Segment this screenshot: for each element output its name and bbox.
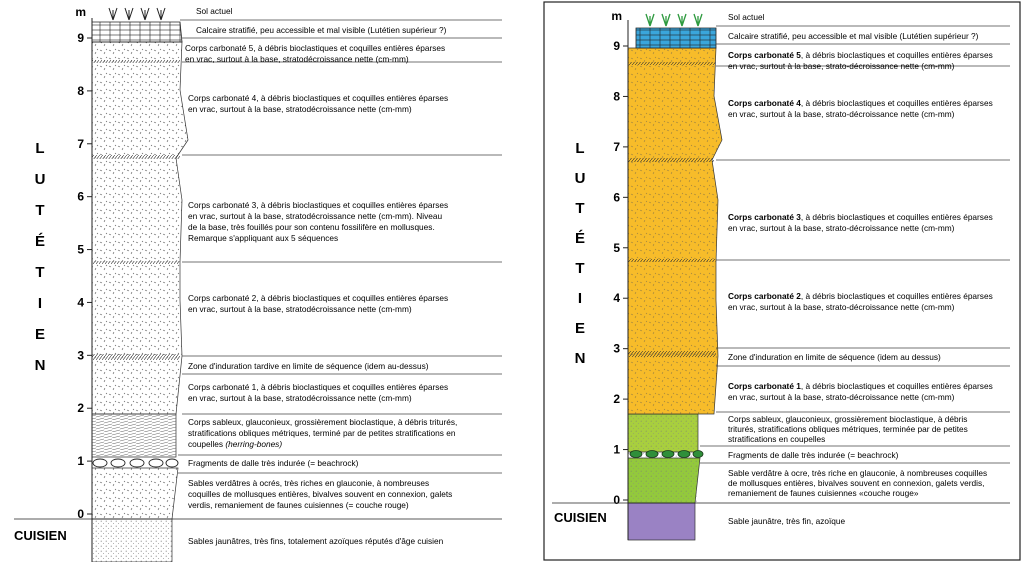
left-boundary-c4 bbox=[92, 155, 180, 159]
right-boundary-c5 bbox=[628, 62, 716, 65]
right-stage-letter: L bbox=[575, 140, 585, 157]
left-tick-label: 5 bbox=[77, 242, 84, 257]
left-tick-label: 8 bbox=[77, 83, 84, 98]
right-tick-label: 4 bbox=[613, 291, 620, 306]
right-descriptions bbox=[728, 12, 995, 526]
left-desc-sableux: Corps sableux, glauconieux, grossièrement bioclastique, à débris triturés, stratifications obliques métriques, terminé par de petites stratifications en coupelles (herring-bones) bbox=[188, 417, 458, 449]
right-desc-calcaire: Calcaire stratifié, peu accessible et mal visible (Lutétien supérieur ?) bbox=[728, 31, 979, 41]
right-stage-letter: N bbox=[574, 350, 586, 367]
right-desc-c3: Corps carbonaté 3, à débris bioclastiques et coquilles entières éparses en vrac, surtout à la base, strato-décroissance nette (cm-mm) bbox=[728, 212, 993, 233]
left-desc-c1: Corps carbonaté 1, à débris bioclastiques et coquilles entières éparses en vrac, surtout à la base, stratodécroissance nette (cm-mm) bbox=[188, 382, 449, 403]
right-stage-letter: U bbox=[574, 170, 586, 187]
left-boundary-c5 bbox=[92, 60, 180, 63]
right-tick-label: 5 bbox=[613, 240, 620, 255]
right-axis-unit: m bbox=[611, 9, 622, 23]
left-sables-layer bbox=[92, 468, 178, 519]
left-stage-letter: T bbox=[35, 264, 45, 281]
right-tick-label: 3 bbox=[613, 341, 620, 356]
right-cuisien-label: CUISIEN bbox=[554, 510, 607, 525]
left-descriptions bbox=[185, 6, 460, 546]
left-axis-ticks bbox=[77, 31, 92, 521]
right-stage-letter: E bbox=[574, 320, 586, 337]
left-stage-letter: É bbox=[34, 233, 46, 250]
left-axis-unit: m bbox=[75, 5, 86, 19]
right-desc-c2: Corps carbonaté 2, à débris bioclastiques et coquilles entières éparses en vrac, surtout à la base, strato-décroissance nette (cm-mm) bbox=[728, 291, 993, 312]
left-desc-sables: Sables verdâtres à ocrés, très riches en glauconie, à nombreuses coquilles de mollusques entières, bivalves souvent en connexion, galets verdis, remaniement de faunes cuisiennes (= couche rouge) bbox=[188, 478, 453, 510]
left-stage-letter: N bbox=[34, 357, 46, 374]
left-desc-c5: Corps carbonaté 5, à débris bioclastiques et coquilles entières éparses en vrac, surtout à la base, stratodécroissance nette (cm-mm) bbox=[185, 43, 446, 64]
right-desc-sableux: Corps sableux, glauconieux, grossièrement bioclastique, à débris triturés, stratifications obliques métriques, terminée par de petites stratifications en coupelles bbox=[728, 414, 968, 444]
left-calcaire-layer bbox=[92, 22, 182, 42]
right-stage-letter: I bbox=[577, 290, 583, 307]
right-axis bbox=[611, 9, 628, 540]
left-tick-label: 3 bbox=[77, 348, 84, 363]
right-tick-label: 8 bbox=[613, 89, 620, 104]
left-vegetation bbox=[109, 8, 165, 20]
left-panel bbox=[14, 5, 502, 562]
left-beachrock-nodules bbox=[93, 459, 178, 467]
right-column bbox=[628, 14, 722, 540]
right-stage-label bbox=[575, 140, 586, 367]
right-desc-cuisien: Sable jaunâtre, très fin, azoïque bbox=[728, 516, 846, 526]
left-desc-c3: Corps carbonaté 3, à débris bioclastiques et coquilles entières éparses en vrac, surtout à la base, stratodécroissance nette (cm-mm). Niveau de la base, très fouillés pour son contenu fossilifère en mollusques. Remarque s'appliquant aux 5 séquences bbox=[188, 200, 449, 243]
left-stage-label bbox=[35, 140, 46, 374]
left-tick-label: 2 bbox=[77, 401, 84, 416]
left-tick-label: 4 bbox=[77, 295, 84, 310]
left-desc-fragments: Fragments de dalle très indurée (= beachrock) bbox=[188, 458, 359, 468]
left-boundary-c3 bbox=[92, 261, 180, 264]
left-separators bbox=[178, 20, 502, 473]
left-column bbox=[92, 8, 188, 562]
right-desc-c1: Corps carbonaté 1, à débris bioclastiques et coquilles entières éparses en vrac, surtout à la base, strato-décroissance nette (cm-mm) bbox=[728, 381, 993, 402]
left-desc-sol: Sol actuel bbox=[196, 6, 233, 16]
right-axis-ticks bbox=[613, 39, 628, 507]
right-boundary-c4 bbox=[628, 158, 714, 162]
right-boundary-zone bbox=[628, 351, 716, 357]
right-vegetation bbox=[646, 14, 702, 26]
right-desc-sol: Sol actuel bbox=[728, 12, 765, 22]
left-desc-c2: Corps carbonaté 2, à débris bioclastiques et coquilles entières éparses en vrac, surtout à la base, stratodécroissance nette (cm-mm) bbox=[188, 293, 449, 314]
right-panel bbox=[552, 9, 1010, 540]
left-desc-zone: Zone d'induration tardive en limite de séquence (idem au-dessus) bbox=[188, 361, 429, 371]
left-stage-letter: T bbox=[35, 202, 45, 219]
right-tick-label: 0 bbox=[613, 493, 620, 507]
right-tick-label: 6 bbox=[613, 190, 620, 205]
left-cuisien-label: CUISIEN bbox=[14, 528, 67, 543]
right-desc-c4: Corps carbonaté 4, à débris bioclastiques et coquilles entières éparses en vrac, surtout à la base, strato-décroissance nette (cm-mm) bbox=[728, 98, 993, 119]
right-boundary-c3 bbox=[628, 259, 716, 262]
left-tick-label: 0 bbox=[77, 507, 84, 521]
right-desc-zone: Zone d'induration en limite de séquence (idem au dessus) bbox=[728, 352, 941, 362]
left-tick-label: 7 bbox=[77, 136, 84, 151]
right-stage-letter: T bbox=[575, 200, 585, 217]
right-desc-sables: Sable verdâtre à ocre, très riche en glauconie, à nombreuses coquilles de mollusques entières, bivalves souvent en connexion, galets verdis, remaniement de faunes cuisiennes «couche rouge» bbox=[728, 468, 988, 498]
right-stage-letter: T bbox=[575, 260, 585, 277]
right-tick-label: 2 bbox=[613, 392, 620, 407]
left-sableux-layer bbox=[92, 414, 176, 457]
left-desc-calcaire: Calcaire stratifié, peu accessible et mal visible (Lutétien supérieur ?) bbox=[196, 25, 447, 35]
right-carbonate-texture bbox=[628, 48, 722, 414]
right-desc-fragments: Fragments de dalle très indurée (= beachrock) bbox=[728, 450, 899, 460]
right-cuisien-layer bbox=[628, 503, 695, 540]
left-stage-letter: U bbox=[34, 171, 46, 188]
left-tick-label: 9 bbox=[77, 31, 84, 45]
left-desc-cuisien: Sables jaunâtres, très fins, totalement azoïques réputés d'âge cuisien bbox=[188, 536, 444, 546]
left-stage-letter: E bbox=[34, 326, 46, 343]
left-tick-label: 6 bbox=[77, 189, 84, 204]
right-sables-texture bbox=[628, 414, 698, 503]
left-cuisien-layer bbox=[92, 519, 172, 562]
right-tick-label: 7 bbox=[613, 139, 620, 154]
left-boundary-zone bbox=[92, 354, 180, 360]
right-tick-label: 1 bbox=[613, 442, 620, 457]
right-tick-label: 9 bbox=[613, 39, 620, 53]
right-calcaire-texture bbox=[636, 28, 716, 48]
left-axis bbox=[75, 5, 92, 562]
left-tick-label: 1 bbox=[77, 454, 84, 469]
right-stage-letter: É bbox=[574, 230, 586, 247]
left-stage-letter: I bbox=[37, 295, 43, 312]
left-desc-c4: Corps carbonaté 4, à débris bioclastiques et coquilles entières éparses en vrac, surtout à la base, stratodécroissance nette (cm-mm) bbox=[188, 93, 449, 114]
left-stage-letter: L bbox=[35, 140, 45, 157]
right-desc-c5: Corps carbonaté 5, à débris bioclastiques et coquilles entières éparses en vrac, surtout à la base, strato-décroissance nette (cm-mm) bbox=[728, 50, 993, 71]
